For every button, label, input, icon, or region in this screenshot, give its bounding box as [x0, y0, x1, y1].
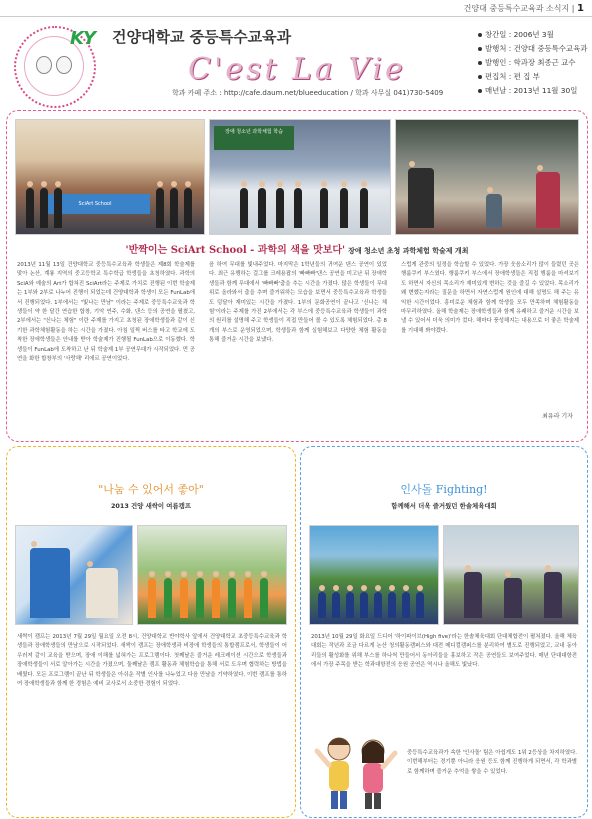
newsletter-title: C'est La Vie	[188, 52, 406, 87]
sciart-title: '반짝이는 SciArt School - 과학의 색을 맛보다'	[125, 245, 346, 256]
cafe-address: 학과 카페 주소 : http://cafe.daum.net/blueeducation / 학과 사무실 041)730-5409	[172, 89, 444, 97]
sports-title: 인사돌 Fighting!	[400, 483, 488, 496]
header-rule	[0, 16, 592, 17]
sports-photo-1	[309, 525, 439, 625]
univ-name: 건양대학교 중등특수교육과	[112, 28, 292, 46]
sciart-col-1: 2013년 11월 13일 건양대학교 중등특수교육과 학생들은 제8회 학술제를 맞아 논산, 계룡 지역의 중고등학교 특수학급 학생들을 초청하였다. 과학의 SciA와 예술의 Art가 합쳐진 SciArt라는 주제로 가치로 진행된 이번 학술제는 1부와 2부로 나누어 진행이 되었는데 건양대학과 학생이 모든 FunLab에서 진행되었다. 1부에서는 "빛나는 만남" 이라는 주제로 중등특수교육과 학생들이 약 한 달간 연습한 합창, 기악 연주, 수화, 댄스 등의 공연을 펼쳤고, 2부에서는 "신나는 체험" 이란 주제를 가지고 초청된 장애학생들과 같이 신기한 과학체험활동을 하는 시간을 가졌다. 아침 일찍 버스를 타고 학교에 도착한 장애학생들은 안내를 받아 학술제가 진행될 FunLab으로 이동했다. 학생들이 FunLab에 도착하고 난 뒤 학술제 1부 공연무대가 시작되었다. 먼 공연을 화한 합창부의 '사랑해' 리에르 공연이었다.	[17, 262, 195, 363]
stage-sign: 장애 청소년 과학체험 학습	[214, 126, 294, 150]
sports-body-b: 중등특수교육과가 속한 '인사돌' 팀은 아쉽게도 1위 2등상을 차지하였다. 이번해부터는 경기뿐 아니라 응원 등도 함께 진행하게 되면서, 각 학과별로 함께하며 즐거운 추억을 쌓을 수 있었다.	[407, 750, 577, 775]
sciart-banner: SciArt School	[40, 194, 150, 214]
camp-body: 새싹이 캠프는 2013년 7월 29일 월요일 오전 8시, 건양대학교 반야학사 앞에서 건양대학교 초중등특수교육과 학생들과 장애학생들의 만남으로 시작되었다. 새싹이 캠프는 장애학생과 비장애 학생들의 통합캠프로서, 학생들이 어우러져 같이 교육을 받으며, 장애 이해를 넓혀가는 프로그램이다. 첫째날은 즐거운 레크레이션 시간으로 학생들과 장애학생들이 서로 알아가는 시간을 가졌으며, 둘째날은 캠프 활동과 체험학습을 통해 서로 도우며 협력하는 방법을 배웠다. 모든 프로그램이 끝난 뒤 학생들은 아쉬운 작별 인사를 나누었고 다음 만남을 기약하였다. 이번 캠프를 통하여 장애학생들과 함께 한 경험은 예비 교사로서 소중한 경험이 되었다.	[17, 634, 287, 688]
camp-article	[6, 446, 296, 818]
sciart-photo-booth	[395, 119, 579, 235]
info-row: 창간일 : 2006년 3월	[478, 28, 588, 42]
folio-text: 건양대 중등특수교육과 소식지	[463, 4, 570, 13]
info-row: 발행처 : 건양대 중등특수교육과	[478, 42, 588, 56]
sports-photo-2	[443, 525, 579, 625]
sciart-article	[6, 110, 588, 442]
sciart-photo-group	[15, 119, 205, 235]
camp-subtitle: 2013 건양 새싹이 여름캠프	[110, 502, 192, 510]
page-header	[0, 0, 592, 18]
sports-subtitle: 함께해서 더욱 즐거웠던 한솔체육대회	[391, 502, 497, 510]
sciart-photo-dance	[209, 119, 391, 235]
publication-info	[478, 28, 588, 98]
page-number: 1	[577, 3, 584, 14]
camp-title: "나눔 수 있어서 좋아"	[98, 483, 204, 496]
info-row: 발행인 : 학과장 최종근 교수	[478, 56, 588, 70]
sciart-col-2: 음 하여 무대를 빛내주었다. 마지막은 1학년들의 귀여운 댄스 공연이 있었다. 최근 유행하는 걸그룹 크레용팝의 '빠빠빠'댄스 공연을 미고난 뒤 장애학생들과 함께 무대에서 '빠빠빠'춤을 추는 시간을 가졌다. 많은 학생들이 무대 위로 올라와서 춤을 추며 즐거워하는 모습을 보면서 중등특수교육과 학생들도 덩달아 재미있는 시간을 가졌다. 1부의 문화공연이 끝나고 '신나는 체험'이라는 주제를 가진 2부에서는 각 부스에 중등특수교육과 학생들이 과학의 원리를 설명해 주고 학생들이 직접 만들어 볼 수 있도록 체험되었다. 총 8개의 부스로 운영되었으며, 학생들과 함께 실험해보고 다양한 체험 활동을 통해 즐거운 시간을 보냈다.	[209, 262, 387, 344]
sciart-body	[17, 261, 579, 411]
univ-logo: KY	[70, 28, 95, 49]
mascot-icon	[36, 56, 52, 74]
sciart-headline	[7, 241, 587, 256]
info-row: 편집처 : 편 집 부	[478, 70, 588, 84]
cheering-students-illustration	[311, 723, 401, 815]
sports-body-a: 2013년 10월 29일 화요일 드디어 '하이파이브(High five)'라는 한솔체육대회 단대체합전이 펼쳐졌다. 올해 체육대회는 작년과 조금 다르게 논산 청의활동캠퍼스와 대전 메디컬캠퍼스를 분리하여 별도로 진행되었고, 교내 동아리들의 활성화를 위해 부스를 하나씩 만들어서 동아리들을 홍보하고 작은 공연들도 보여주었다. 매년 단대대항전에서 가장 주목을 받는 학과대항전의 응원 공연은 역시나 올해도 빛났다.	[311, 634, 577, 669]
sciart-subtitle: 장애 청소년 초청 과학체험 학술제 개최	[348, 247, 469, 255]
info-row: 매년날 : 2013년 11월 30일	[478, 84, 588, 98]
mascot-icon	[56, 56, 72, 74]
sports-article	[300, 446, 588, 818]
masthead	[8, 22, 588, 104]
sciart-byline: 최유라 기자	[542, 413, 573, 420]
folio: 건양대 중등특수교육과 소식지 | 1	[463, 3, 584, 14]
camp-photo-1	[15, 525, 133, 625]
sciart-col-3: 스럽게 관중의 일정을 학습할 수 있었다. 가장 웃음소리가 많이 들렸던 곳은 행룸쿠키 부스였다. 행룸쿠키 부스에서 장애학생들은 직접 행룸을 마셔보기도 하면서 자신의 목소리가 재미있게 변하는 것을 즐길 수 있었다. 목소리가 왜 변했는지라는 질문을 하면서 자연스럽게 원인에 대해 설명도 해 주는 유익한 시간이었다. 흥미로운 체험과 함께 학생들 모두 만족하며 체험활동을 마무리하였다. 올해 학술제는 장애학생들과 함께 유쾌하고 즐거운 시간을 보낼 수 있어서 더욱 의미가 컸다. 해마다 풍성해지는 내용으로 더 좋은 학술제를 기대해 봐야겠다.	[401, 262, 579, 334]
camp-photo-2	[137, 525, 287, 625]
